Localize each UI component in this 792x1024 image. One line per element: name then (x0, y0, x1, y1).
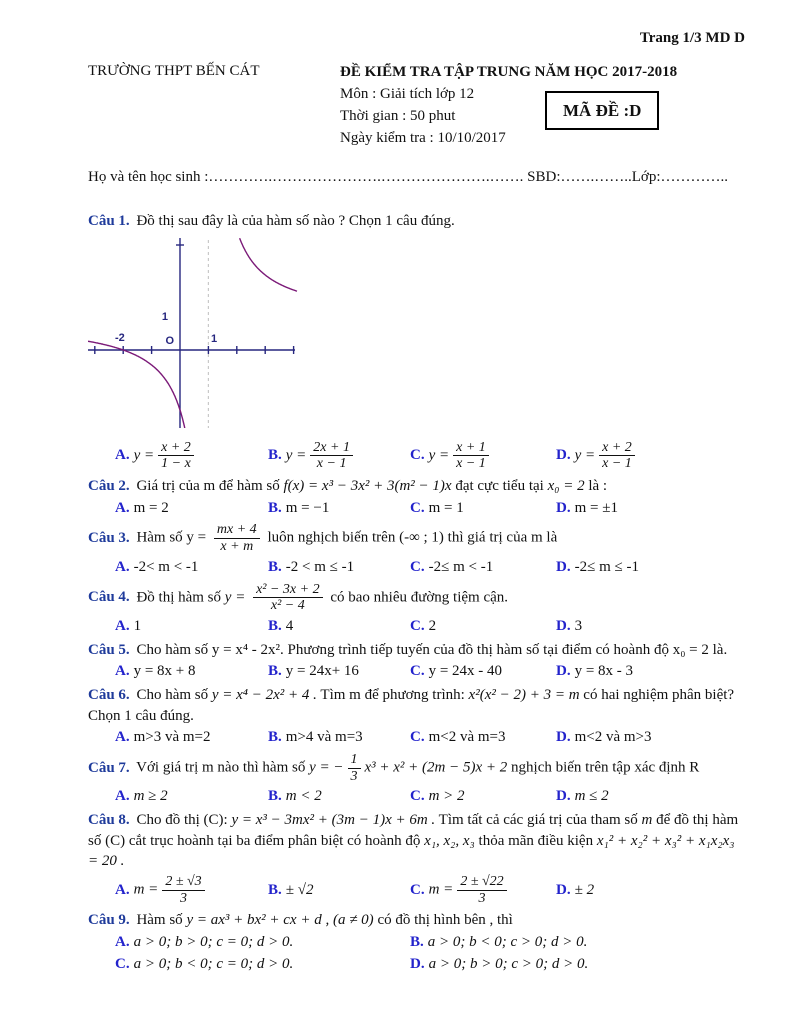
formula: y = ax³ + bx² + cx + d , (a ≠ 0) (186, 912, 374, 929)
curve-right-branch (240, 238, 297, 291)
options-row (115, 439, 745, 473)
option-letter: C. (410, 447, 425, 464)
option-a: A. m = 2 (115, 499, 169, 516)
student-info-line: Họ và tên học sinh :………….………………….………………….……. SBD:…….……..Lớp:………….. (88, 168, 729, 185)
time-line: Thời gian : 50 phut (340, 107, 456, 124)
option-d: D. 3 (556, 617, 583, 634)
fraction: $\frac{x + 2}{1 - x}$ (158, 440, 194, 472)
options-row (115, 616, 745, 637)
question-5 (88, 640, 745, 682)
option-a: A. m = $\frac{2 \pm √3}{3}$ (115, 873, 268, 907)
question-label: Câu 9. (88, 912, 130, 929)
fraction: $\frac{2x + 1}{x - 1}$ (310, 440, 353, 472)
question-text: Giá trị của m để hàm số (136, 478, 280, 495)
question-2: Câu 2. Giá trị của m để hàm số f(x) = x³ − 3x² + 3(m² − 1)x đạt cực tiểu tại x₀ = 2 là : A. m = 2 B. m = −1 C. m = 1 D. m = ±1 (88, 476, 745, 518)
option-d: D. y = $\frac{x + 2}{x - 1}$ (556, 439, 745, 473)
question-label: Câu 7. (88, 759, 130, 776)
formula: y = x³ − 3mx² + (3m − 1)x + 6m . (231, 812, 436, 828)
options-row (115, 557, 745, 578)
date-line: Ngày kiểm tra : 10/10/2017 (340, 129, 506, 146)
x-axis-label-minus2: -2 (115, 332, 125, 345)
origin-label: O (165, 335, 174, 348)
option-b: B. y = 24x+ 16 (268, 663, 359, 680)
option-c: C. m = $\frac{2 \pm √22}{3}$ (410, 873, 556, 907)
question-label: Câu 6. (88, 686, 130, 703)
options-row (115, 498, 745, 519)
option-c: C. a > 0; b < 0; c = 0; d > 0. (115, 955, 294, 972)
fraction: $\frac{2 \pm √3}{3}$ (162, 874, 204, 906)
option-d: D. m ≤ 2 (556, 788, 609, 805)
option-c: C. m<2 và m=3 (410, 729, 506, 746)
exam-code-box: MÃ ĐỀ :D (545, 91, 659, 130)
school-name: TRƯỜNG THPT BẾN CÁT (88, 62, 260, 79)
options-row (115, 873, 745, 907)
option-letter: D. (556, 447, 571, 464)
exam-header (88, 61, 745, 149)
option-c: C. y = 24x - 40 (410, 663, 503, 680)
question-9: Câu 9. Hàm số y = ax³ + bx² + cx + d , (a ≠ 0) có đồ thị hình bên , thì A. a > 0; b > 0; c = 0; d > 0. B. a > 0; b < 0; c > 0; d > 0. C. a > 0; b < 0; c = 0; d > 0. D. a > 0; b > 0; c > 0; d > 0. (88, 910, 745, 974)
option-b: B. 4 (268, 617, 294, 634)
option-a: A. y = $\frac{x + 2}{1 - x}$ (115, 439, 268, 473)
option-letter: B. (268, 447, 282, 464)
question-text: Cho hàm số y = x⁴ - 2x². Phương trình tiếp tuyến của đồ thị hàm số tại điểm có hoành độ x₀ = 2 là. (136, 641, 728, 658)
formula: x₀ = 2 (547, 478, 585, 495)
question-label: Câu 8. (88, 812, 130, 828)
question-7: Câu 7. Với giá trị m nào thì hàm số y = − $\frac{1}{3}$ x³ + x² + (2m − 5)x + 2 nghịch biến trên tập xác định R A. m ≥ 2 B. m < 2 C. m > 2 D. m ≤ 2 (88, 751, 745, 807)
question-text: Đồ thị sau đây là của hàm số nào ? Chọn 1 câu đúng. (136, 213, 455, 230)
option-c: C. -2≤ m < -1 (410, 558, 494, 575)
option-d: D. m = ±1 (556, 499, 618, 516)
option-a: A. 1 (115, 617, 142, 634)
formula: m (641, 812, 653, 828)
option-d: D. ± 2 (556, 881, 595, 898)
option-a: A. a > 0; b > 0; c = 0; d > 0. (115, 934, 294, 951)
formula: x²(x² − 2) + 3 = m (468, 686, 580, 703)
formula: f(x) = x³ − 3x² + 3(m² − 1)x (283, 478, 452, 495)
option-b: B. m = −1 (268, 499, 330, 516)
option-b: B. y = $\frac{2x + 1}{x - 1}$ (268, 439, 410, 473)
curve-left-branch (88, 341, 185, 428)
fraction: $\frac{x + 2}{x - 1}$ (599, 440, 635, 472)
formula: x³ + x² + (2m − 5)x + 2 (364, 759, 508, 776)
option-c: C. y = $\frac{x + 1}{x - 1}$ (410, 439, 556, 473)
exam-title: ĐỀ KIỂM TRA TẬP TRUNG NĂM HỌC 2017-2018 (340, 63, 678, 80)
option-a: A. y = 8x + 8 (115, 663, 196, 680)
option-a: A. m>3 và m=2 (115, 729, 211, 746)
question-label: Câu 4. (88, 589, 130, 606)
fraction: $\frac{\text{x² − 3x + 2}}{\text{x² − 4}}$ (253, 582, 323, 614)
y-axis-label-1: 1 (161, 311, 168, 324)
fraction: $\frac{mx + 4}{x + m}$ (214, 522, 260, 554)
option-c: C. 2 (410, 617, 437, 634)
formula: x₁, x₂, x₃ (424, 832, 475, 849)
option-d: D. m<2 và m>3 (556, 729, 652, 746)
options-row (115, 786, 745, 807)
options-grid (115, 932, 745, 974)
x-axis-label-1: 1 (211, 333, 218, 346)
option-c: C. m = 1 (410, 499, 464, 516)
question-3: Câu 3. Hàm số y = $\frac{mx + 4}{x + m}$ luôn nghịch biến trên (-∞ ; 1) thì giá trị của m là A. -2< m < -1 B. -2 < m ≤ -1 C. -2≤ m < -1 D. -2≤ m ≤ -1 (88, 521, 745, 577)
option-d: D. -2≤ m ≤ -1 (556, 558, 639, 575)
formula: y = x⁴ − 2x² + 4 . (211, 686, 317, 703)
formula: y = − (309, 759, 344, 776)
question-label: Câu 1. (88, 213, 130, 230)
option-b: B. m < 2 (268, 788, 322, 805)
option-a: A. m ≥ 2 (115, 788, 168, 805)
fraction: $\frac{x + 1}{x - 1}$ (453, 440, 489, 472)
question-1 (88, 211, 745, 473)
fraction: $\frac{1}{3}$ (348, 752, 361, 784)
options-row (115, 661, 745, 682)
formula: x₁² + x₂² + x₃² + x₁x₂x₃ = 20 . (88, 832, 735, 870)
option-b: B. a > 0; b < 0; c > 0; d > 0. (410, 934, 588, 951)
question-6: Câu 6. Cho hàm số y = x⁴ − 2x² + 4 . Tìm m để phương trình: x²(x² − 2) + 3 = m có hai nghiệm phân biệt? Chọn 1 câu đúng. A. m>3 và m=2 B. m>4 và m=3 C. m<2 và m=3 D. m<2 và m>3 (88, 685, 745, 748)
fraction: $\frac{2 \pm √22}{3}$ (457, 874, 506, 906)
option-letter: A. (115, 447, 130, 464)
options-row (115, 727, 745, 748)
option-d: D. a > 0; b > 0; c > 0; d > 0. (410, 955, 589, 972)
option-c: C. m > 2 (410, 788, 465, 805)
question-8: Câu 8. Cho đồ thị (C): y = x³ − 3mx² + (3m − 1)x + 6m . Tìm tất cả các giá trị của tham số m để đồ thị hàm số (C) cắt trục hoành tại ba điểm phân biệt có hoành độ x₁, x₂, x₃ thỏa mãn điều kiện x₁² + x₂² + x₃² + x₁x₂x₃ = 20 . A. m = $\frac{2 \pm √3}{3}$ B. ± √2 C. m = $\frac{2 \pm √22}{3}$ D. ± 2 (88, 810, 745, 907)
option-b: B. ± √2 (268, 881, 314, 898)
question-4: Câu 4. Đồ thị hàm số y = $\frac{\text{x² − 3x + 2}}{\text{x² − 4}}$ có bao nhiêu đường tiệm cận. A. 1 B. 4 C. 2 D. 3 (88, 581, 745, 637)
function-graph (88, 238, 745, 435)
page-number: Trang 1/3 MD D (639, 30, 745, 46)
subject-line: Môn : Giải tích lớp 12 (340, 85, 475, 102)
graph-canvas (88, 238, 298, 428)
question-label: Câu 3. (88, 530, 130, 547)
question-label: Câu 2. (88, 478, 130, 495)
option-b: B. -2 < m ≤ -1 (268, 558, 355, 575)
option-a: A. -2< m < -1 (115, 558, 199, 575)
question-label: Câu 5. (88, 641, 130, 658)
option-d: D. y = 8x - 3 (556, 663, 634, 680)
option-b: B. m>4 và m=3 (268, 729, 363, 746)
